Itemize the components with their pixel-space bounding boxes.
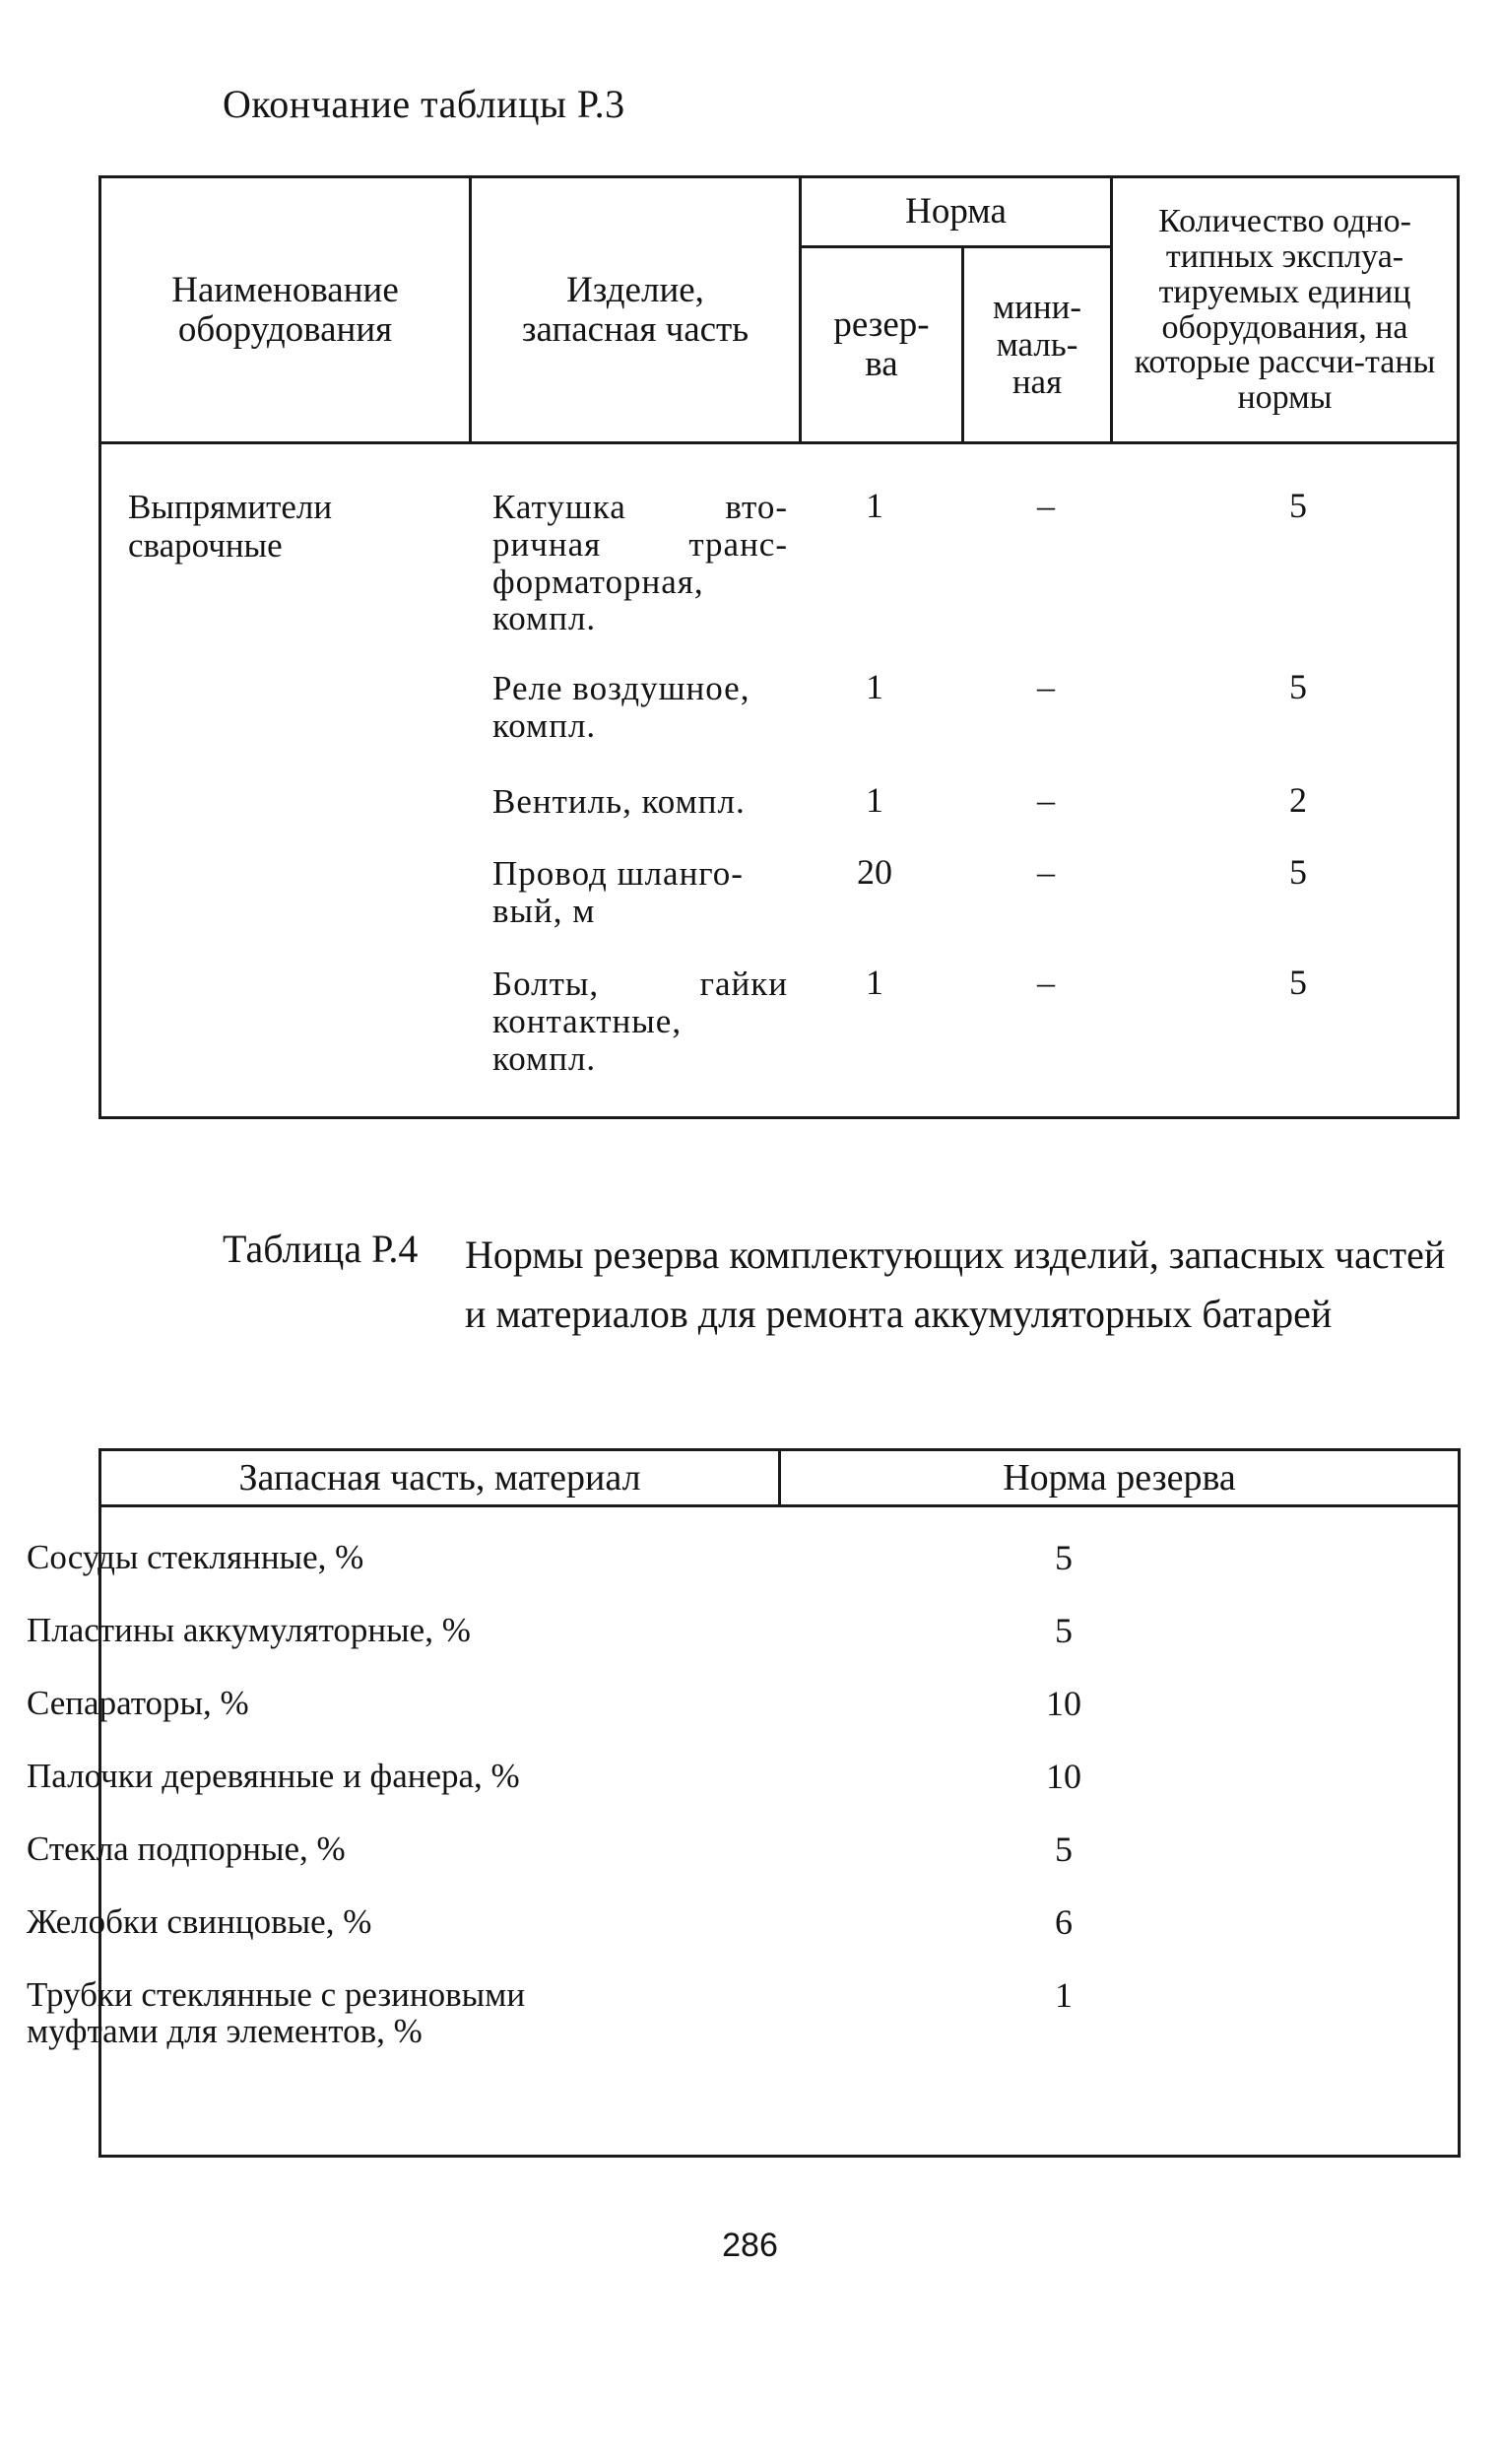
- table-cell-reserve: 20: [857, 852, 892, 892]
- table-cell-quantity: 5: [1289, 486, 1307, 525]
- table-p4-label: Таблица Р.4: [223, 1227, 419, 1271]
- header-part: Запасная часть, материал: [238, 1457, 641, 1498]
- equipment-name: Выпрямители сварочные: [128, 488, 333, 565]
- header-reserve: резер-ва: [833, 304, 930, 384]
- header-quantity: Количество одно-типных эксплуа-тируемых единиц оборудования, на которые рассчи-таны нормы: [1134, 203, 1436, 416]
- header-norm-reserve: Норма резерва: [1003, 1457, 1236, 1498]
- table-row-item: Катушка вто-ричная транс-форматорная, компл.: [492, 488, 788, 638]
- table-p4-title: Нормы резерва комплектующих изделий, запасных частей и материалов для ремонта аккумуляторных батарей: [465, 1232, 1446, 1336]
- list-item: Сепараторы, %: [27, 1684, 249, 1722]
- table-cell-minimum: –: [1037, 486, 1055, 525]
- list-item: Трубки стеклянные с резиновыми муфтами для элементов, %: [27, 1975, 526, 2050]
- list-item-value: 5: [1055, 1611, 1073, 1650]
- header-divider: [101, 1504, 1458, 1507]
- table-row-item: Реле воздушное, компл.: [492, 669, 750, 745]
- table-cell-minimum: –: [1037, 852, 1055, 892]
- table-cell-reserve: 1: [866, 963, 883, 1002]
- table-cell-quantity: 5: [1289, 852, 1307, 892]
- table-row-item: Болты, гайки контактные, компл.: [492, 965, 788, 1078]
- table-cell-reserve: 1: [866, 667, 883, 706]
- table-cell-reserve: 1: [866, 486, 883, 525]
- table-cell-minimum: –: [1037, 963, 1055, 1002]
- table-cell-quantity: 5: [1289, 963, 1307, 1002]
- table-cell-minimum: –: [1037, 667, 1055, 706]
- header-item: Изделие, запасная часть: [521, 269, 750, 350]
- list-item-value: 1: [1055, 1975, 1073, 2015]
- list-item-value: 6: [1055, 1902, 1073, 1942]
- list-item: Пластины аккумуляторные, %: [27, 1611, 471, 1649]
- list-item-value: 10: [1046, 1684, 1081, 1723]
- list-item: Стекла подпорные, %: [27, 1830, 346, 1868]
- list-item-value: 5: [1055, 1830, 1073, 1869]
- list-item-value: 5: [1055, 1538, 1073, 1577]
- table-caption: Окончание таблицы Р.3: [223, 82, 625, 126]
- table-cell-reserve: 1: [866, 780, 883, 820]
- list-item: Желобки свинцовые, %: [27, 1902, 372, 1941]
- header-norm: Норма: [905, 191, 1007, 233]
- header-minimum: мини-маль-ная: [993, 288, 1081, 401]
- table-cell-minimum: –: [1037, 780, 1055, 820]
- header-equipment: Наименование оборудования: [171, 269, 399, 350]
- table-cell-quantity: 5: [1289, 667, 1307, 706]
- table-cell-quantity: 2: [1289, 780, 1307, 820]
- list-item: Палочки деревянные и фанера, %: [27, 1757, 520, 1795]
- list-item-value: 10: [1046, 1757, 1081, 1796]
- table-row-item: Вентиль, компл.: [492, 782, 746, 821]
- table-row-item: Провод шланго-вый, м: [492, 854, 744, 930]
- list-item: Сосуды стеклянные, %: [27, 1538, 364, 1576]
- page-number: 286: [722, 2227, 778, 2264]
- header-divider: [101, 441, 1457, 444]
